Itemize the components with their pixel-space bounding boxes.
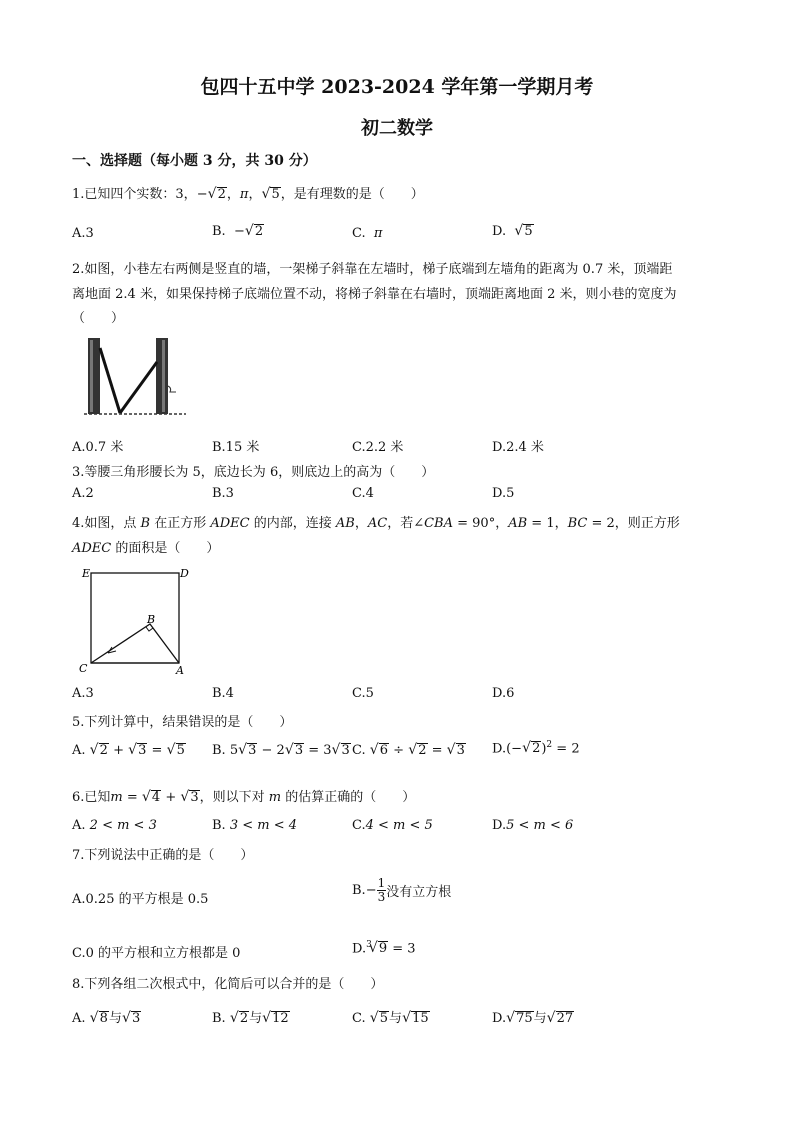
ladder-right: [120, 362, 157, 413]
square-figure: [74, 564, 194, 680]
label-c: C: [79, 662, 88, 675]
question-5: 5.下列计算中，结果错误的是（ ）: [72, 715, 293, 730]
q2-option-b: B.15 米: [212, 440, 260, 455]
ladder-left: [100, 348, 120, 413]
q1-option-b: B. −√ 2: [212, 224, 264, 239]
q4-option-d: D.6: [492, 686, 515, 701]
question-2-line1: 2.如图，小巷左右两侧是竖直的墙，一架梯子斜靠在左墙时，梯子底端到左墙角的距离为 0.7 米，顶端距: [72, 262, 673, 277]
q2-option-d: D.2.4 米: [492, 440, 544, 455]
q5-option-b: B. 5√ 3 − 2√ 3 = 3√ 3: [212, 743, 351, 758]
q3-option-c: C.4: [352, 486, 374, 501]
q8-option-d: D.√ 75与√ 27: [492, 1007, 574, 1026]
q5-option-d: D.(−√ 2)$^2$ = 2: [492, 740, 580, 756]
q1-option-d: D. √ 5: [492, 224, 534, 239]
q3-option-d: D.5: [492, 486, 515, 501]
q2-option-c: C.2.2 米: [352, 440, 404, 455]
q4-option-c: C.5: [352, 686, 374, 701]
q1-option-c: C. π: [352, 226, 383, 241]
question-1: 1.已知四个实数：3，−√ 2，π，√ 5，是有理数的是（ ）: [72, 183, 424, 202]
q5-option-a: A. √ 2 + √ 3 = √ 5: [72, 743, 186, 758]
question-2-line2: 离地面 2.4 米，如果保持梯子底端位置不动，将梯子斜靠在右墙时，顶端距离地面 2 米，则小巷的宽度为: [72, 287, 677, 302]
question-2-line3: （ ）: [72, 311, 125, 326]
square-adec: [91, 573, 179, 663]
q5-option-c: C. √ 6 ÷ √ 2 = √ 3: [352, 743, 466, 758]
left-wall: [88, 338, 100, 414]
q6-option-d: D.5 < m < 6: [492, 818, 574, 833]
q7-option-a: A.0.25 的平方根是 0.5: [72, 892, 209, 907]
q6-option-b: B. 3 < m < 4: [212, 818, 298, 833]
question-6: 6.已知m = √ 4 + √ 3，则以下对 m 的估算正确的（ ）: [72, 786, 415, 805]
q8-option-c: C. √ 5与√ 15: [352, 1007, 430, 1026]
q7-option-b: B.− $\frac{1}{3}$ 没有立方根: [352, 876, 452, 904]
alley-ladder-figure: [80, 334, 190, 418]
triangle-cba: [91, 624, 179, 663]
q8-option-b: B. √ 2与√ 12: [212, 1007, 290, 1026]
q6-option-a: A. 2 < m < 3: [72, 818, 157, 833]
q2-option-a: A.0.7 米: [72, 440, 124, 455]
q6-option-c: C.4 < m < 5: [352, 818, 433, 833]
q8-option-a: A. √ 8与√ 3: [72, 1007, 141, 1026]
question-3: 3.等腰三角形腰长为 5，底边长为 6，则底边上的高为（ ）: [72, 465, 435, 480]
question-8: 8.下列各组二次根式中，化简后可以合并的是（ ）: [72, 977, 384, 992]
label-d: D: [180, 567, 189, 580]
question-4-line2: ADEC 的面积是（ ）: [72, 541, 220, 556]
label-e: E: [82, 567, 91, 580]
question-7: 7.下列说法中正确的是（ ）: [72, 848, 254, 863]
label-a: A: [176, 664, 184, 677]
q1-option-a: A.3: [72, 226, 94, 241]
section-heading: 一、选择题（每小题 3 分，共 30 分）: [72, 153, 317, 169]
label-b: B: [147, 613, 156, 626]
q7-option-d: D.$^3$√ 9 = 3: [352, 940, 416, 956]
page-subtitle: 初二数学: [361, 118, 433, 139]
q3-option-b: B.3: [212, 486, 234, 501]
q3-option-a: A.2: [72, 486, 94, 501]
q7-option-c: C.0 的平方根和立方根都是 0: [72, 946, 241, 961]
q4-option-a: A.3: [72, 686, 94, 701]
page-title: 包四十五中学 2023-2024 学年第一学期月考: [200, 76, 594, 98]
question-4-line1: 4.如图，点 B 在正方形 ADEC 的内部，连接 AB，AC，若∠CBA = 90°，AB = 1，BC = 2，则正方形: [72, 516, 680, 531]
q4-option-b: B.4: [212, 686, 234, 701]
